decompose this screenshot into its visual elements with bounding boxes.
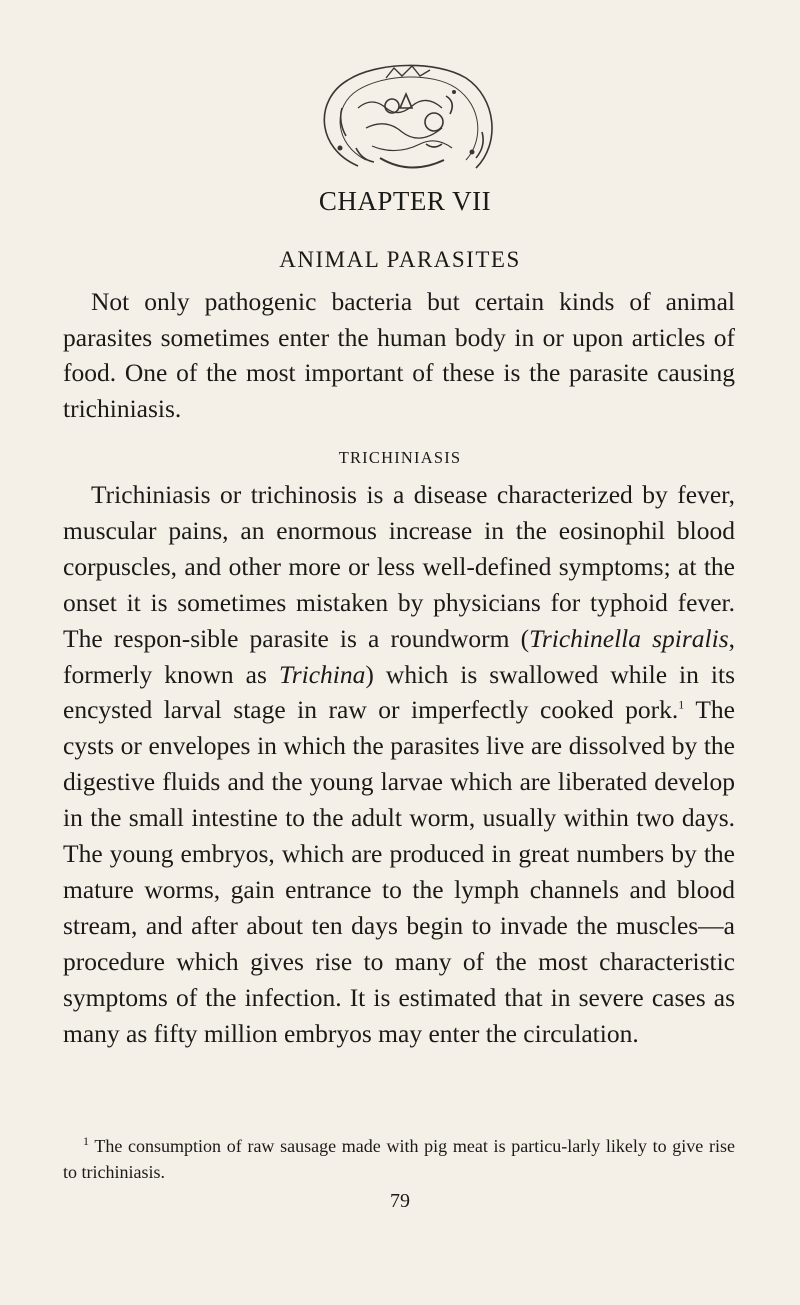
species-name: Trichinella spiralis <box>529 623 729 653</box>
chapter-title: ANIMAL PARASITES <box>279 247 521 272</box>
paragraph-text: , formerly known as <box>63 623 735 689</box>
footnote <box>63 1133 735 1185</box>
section-heading: TRICHINIASIS <box>338 448 462 467</box>
paragraph-text: The cysts or envelopes in which the parasites live are dissolved by the digestive fluids and the young larvae which are liberated develop in the small intestine to the adult worm, usually within two days. The young embryos, which are produced in great numbers by the mature worms, gain entrance to the lymph channels and blood stream, and after about ten days begin to invade the muscles—a procedure which gives rise to many of the most characteristic symptoms of the infection. It is estimated that in severe cases as many as fifty million embryos may enter the circulation. <box>63 695 735 1048</box>
footnote-reference: 1 <box>678 697 685 712</box>
former-name: Trichina <box>278 659 366 689</box>
footnote-text: The consumption of raw sausage made with pig meat is particu-larly likely to give rise to trichiniasis. <box>63 1136 735 1182</box>
paragraph-text: ) which is swallowed while in its encysted larval stage in raw or imperfectly cooked pork. <box>63 659 735 725</box>
section-paragraph <box>63 477 735 1052</box>
footnote-marker: 1 <box>83 1134 89 1148</box>
intro-paragraph: Not only pathogenic bacteria but certain kinds of animal parasites sometimes enter the human body in or upon articles of food. One of the most important of these is the parasite causing trichiniasis. <box>63 287 735 424</box>
paragraph-text: Trichiniasis or trichinosis is a disease characterized by fever, muscular pains, an enormous increase in the eosinophil blood corpuscles, and other more or less well-defined symptoms; at the onset it is sometimes mistaken by physicians for typhoid fever. The respon-sible parasite is a roundworm ( <box>63 480 735 653</box>
chapter-number: CHAPTER VII <box>318 186 492 216</box>
page-number: 79 <box>390 1190 410 1212</box>
